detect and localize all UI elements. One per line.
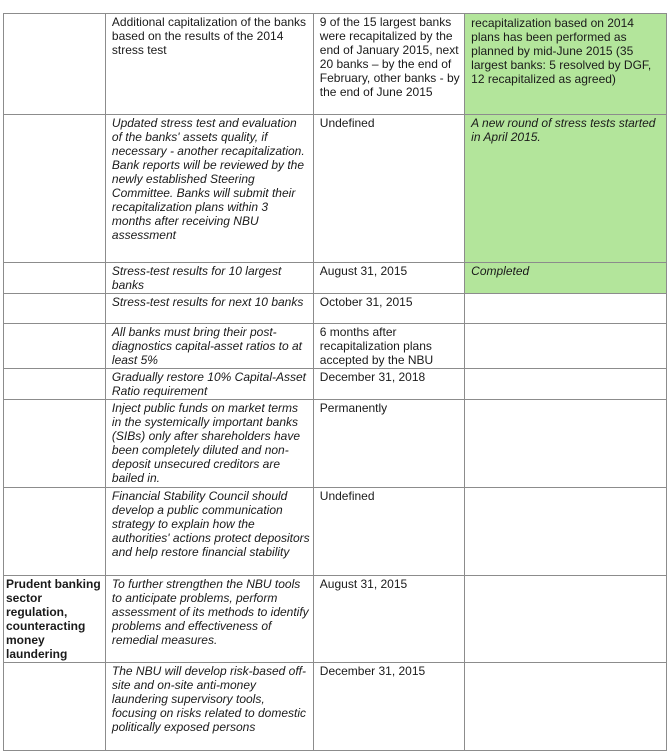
status-cell: recapitalization based on 2014 plans has been performed as planned by mid-June 2015 (35 largest banks: 5 resolved by DGF, 12 recapitalized as agreed) — [465, 14, 667, 115]
measure-cell: Inject public funds on market terms in the systemically important banks (SIBs) only after shareholders have been completely diluted and non-deposit unsecured creditors are bailed in. — [105, 400, 313, 488]
table-row — [4, 294, 667, 324]
table-row — [4, 488, 667, 576]
table-row — [4, 115, 667, 263]
deadline-cell: December 31, 2018 — [313, 369, 464, 400]
deadline-cell: Undefined — [313, 115, 464, 263]
status-cell: A new round of stress tests started in April 2015. — [465, 115, 667, 263]
deadline-cell: Undefined — [313, 488, 464, 576]
section-cell — [4, 400, 106, 488]
measure-cell: The NBU will develop risk-based off-site and on-site anti-money laundering supervisory tools, focusing on risks related to domestic politically exposed persons — [105, 663, 313, 751]
table-row — [4, 324, 667, 369]
section-cell — [4, 294, 106, 324]
status-cell — [465, 663, 667, 751]
measure-cell: All banks must bring their post-diagnostics capital-asset ratios to at least 5% — [105, 324, 313, 369]
table-row — [4, 576, 667, 663]
section-cell — [4, 488, 106, 576]
measure-cell: Stress-test results for 10 largest banks — [105, 263, 313, 294]
measure-cell: Gradually restore 10% Capital-Asset Ratio requirement — [105, 369, 313, 400]
table-row — [4, 263, 667, 294]
section-cell — [4, 663, 106, 751]
table-row — [4, 400, 667, 488]
status-cell — [465, 294, 667, 324]
status-cell — [465, 576, 667, 663]
status-cell — [465, 400, 667, 488]
status-cell — [465, 488, 667, 576]
section-cell — [4, 324, 106, 369]
measure-cell: Updated stress test and evaluation of the banks' assets quality, if necessary - another recapitalization. Bank reports will be reviewed by the newly established Steering Committee. Banks will submit their recapitalization plans within 3 months after receiving NBU assessment — [105, 115, 313, 263]
section-cell — [4, 14, 106, 115]
measure-cell: Stress-test results for next 10 banks — [105, 294, 313, 324]
measure-cell: Financial Stability Council should develop a public communication strategy to explain how the authorities' actions protect depositors and help restore financial stability — [105, 488, 313, 576]
measure-cell: Additional capitalization of the banks based on the results of the 2014 stress test — [105, 14, 313, 115]
deadline-cell: 9 of the 15 largest banks were recapitalized by the end of January 2015, next 20 banks – by the end of February, other banks - by the end of June 2015 — [313, 14, 464, 115]
status-cell: Completed — [465, 263, 667, 294]
deadline-cell: December 31, 2015 — [313, 663, 464, 751]
deadline-cell: August 31, 2015 — [313, 576, 464, 663]
deadline-cell: October 31, 2015 — [313, 294, 464, 324]
status-cell — [465, 324, 667, 369]
section-cell — [4, 263, 106, 294]
measure-cell: To further strengthen the NBU tools to anticipate problems, perform assessment of its methods to identify problems and effectiveness of remedial measures. — [105, 576, 313, 663]
table-row — [4, 663, 667, 751]
section-cell — [4, 369, 106, 400]
section-cell: Prudent banking sector regulation, counteracting money laundering — [4, 576, 106, 663]
section-cell — [4, 115, 106, 263]
deadline-cell: August 31, 2015 — [313, 263, 464, 294]
deadline-cell: 6 months after recapitalization plans accepted by the NBU — [313, 324, 464, 369]
reform-measures-table — [3, 13, 667, 751]
table-row — [4, 14, 667, 115]
deadline-cell: Permanently — [313, 400, 464, 488]
table-row — [4, 369, 667, 400]
status-cell — [465, 369, 667, 400]
